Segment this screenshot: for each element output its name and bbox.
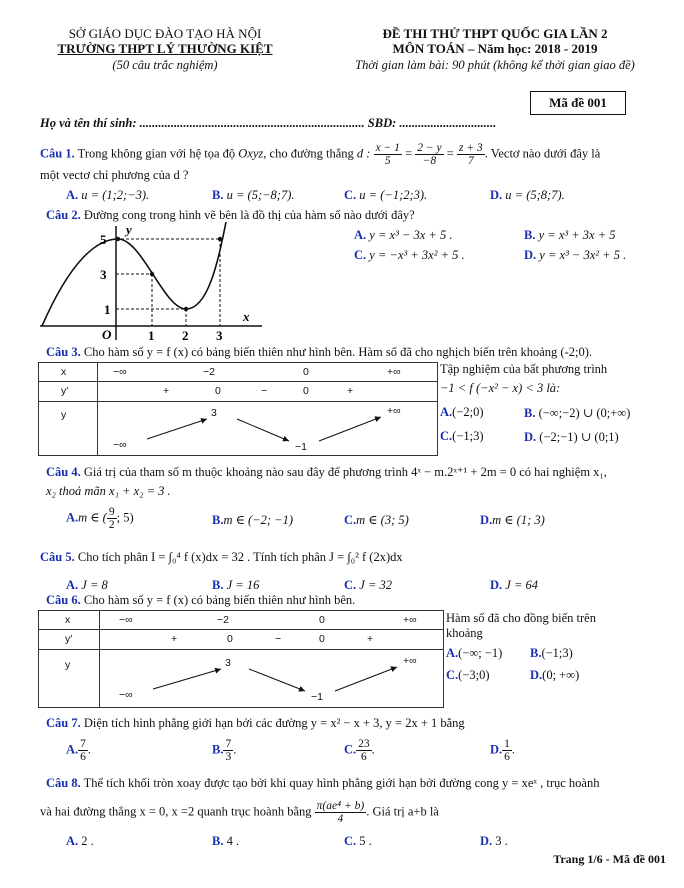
q8-option-a[interactable]: A. 2 . — [66, 834, 94, 848]
q1-oxyz: Oxyz — [238, 146, 264, 161]
y-axis-label: y — [126, 222, 132, 237]
question-1: Câu 1. Trong không gian với hệ tọa độ Oxyz, cho đường thẳng d : $\frac{x - 1}{5}$ = $\frac{2 - y}{-8}$ = $\frac{z + 3}{7}$ . Vectơ nào dưới đây là — [40, 142, 601, 167]
q7-option-d[interactable]: D. $\frac{1}{6}$ . — [490, 738, 516, 763]
q1-option-c[interactable]: C. u = (−1;2;3). — [344, 188, 428, 202]
q6-arrows — [39, 611, 443, 707]
school-name: TRƯỜNG THPT LÝ THƯỜNG KIỆT — [57, 41, 273, 56]
q1-option-a[interactable]: A. u = (1;2;−3). — [66, 188, 150, 202]
q3-side-text-1: Tập nghiệm của bất phương trình — [440, 362, 608, 376]
ytick-1: 1 — [104, 302, 111, 317]
q1-text-c: . Vectơ nào dưới đây là — [484, 146, 601, 161]
question-2: Câu 2. Đường cong trong hình vẽ bên là đồ thị của hàm số nào dưới đây? — [46, 208, 415, 222]
q1-line2: một vectơ chỉ phương của d ? — [40, 168, 189, 182]
q6-sign-1: + — [171, 633, 178, 645]
q3-zero-1: 0 — [215, 385, 221, 397]
candidate-name-line: Họ và tên thí sinh: ........................................................................ SBD: ............................... — [40, 116, 497, 130]
question-5: Câu 5. Cho tích phân I = ∫₀⁴ f (x)dx = 32 . Tính tích phân J = ∫₀² f (2x)dx — [40, 550, 403, 564]
q1-fraction-2: $\frac{2 - y}{-8}$ — [417, 142, 442, 167]
q6-option-b[interactable]: B.(−1;3) — [530, 646, 573, 660]
q1-option-b[interactable]: B. u = (5;−8;7). — [212, 188, 295, 202]
q7-b-frac: $\frac{7}{3}$ — [225, 738, 232, 763]
q1-fraction-3: $\frac{z + 3}{7}$ — [458, 142, 483, 167]
q8-option-b[interactable]: B. 4 . — [212, 834, 240, 848]
q1-text-b: , cho đường thẳng — [263, 146, 357, 161]
q3-sign-1: + — [163, 385, 170, 397]
x-axis-label: x — [243, 309, 250, 324]
question-7: Câu 7. Diện tích hình phẳng giới hạn bởi các đường y = x² − x + 3, y = 2x + 1 bằng — [46, 716, 465, 730]
q3-y-posinf: +∞ — [387, 405, 401, 417]
q3-side-text-2: −1 < f (−x² − x) < 3 là: — [440, 381, 561, 395]
q8-line2: và hai đường thẳng x = 0, x =2 quanh trục hoành bằng $\frac{\text{π(ae⁴ + b)}}{4}$ . Giá trị a+b là — [40, 800, 439, 825]
origin-label: O — [102, 327, 112, 342]
q6-zero-2: 0 — [319, 633, 325, 645]
cubic-graph — [40, 222, 270, 344]
q6-x-0: 0 — [319, 614, 325, 626]
q5-option-b[interactable]: B. J = 16 — [212, 578, 260, 592]
q3-y-label: y — [61, 409, 67, 421]
exam-code-box: Mã đề 001 — [530, 91, 626, 115]
question-4: Câu 4. Giá trị của tham số m thuộc khoảng nào sau đây để phương trình 4ˣ − m.2ˣ⁺¹ + 2m = 0 có hai nghiệm x₁, — [46, 465, 607, 479]
q8-fraction: $\frac{\text{π(ae⁴ + b)}}{4}$ — [316, 800, 365, 825]
q2-option-b[interactable]: B. y = x³ + 3x + 5 — [524, 228, 616, 242]
point-2-1 — [184, 307, 188, 311]
q3-y-min: −1 — [295, 441, 307, 453]
q3-yp-label: y′ — [61, 385, 69, 397]
q4-a-fraction: $\frac{9}{2}$ — [108, 506, 115, 531]
q2-option-d[interactable]: D. y = x³ − 3x² + 5 . — [524, 248, 627, 262]
q6-sign-2: − — [275, 633, 282, 645]
q7-a-frac: $\frac{7}{6}$ — [80, 738, 86, 763]
question-count: (50 câu trắc nghiệm) — [112, 58, 218, 72]
q3-zero-2: 0 — [303, 385, 309, 397]
q3-option-b[interactable]: B. (−∞;−2) ∪ (0;+∞) — [524, 406, 631, 420]
q5-option-a[interactable]: A. J = 8 — [66, 578, 108, 592]
q3-arrows — [39, 363, 437, 455]
q3-x-0: 0 — [303, 366, 309, 378]
xtick-1: 1 — [148, 328, 155, 343]
ytick-3: 3 — [100, 267, 107, 282]
point-3-5 — [218, 237, 222, 241]
q4-option-b[interactable]: B.m ∈ (−2; −1) — [212, 513, 293, 527]
q7-option-c[interactable]: C. $\frac{23}{6}$ . — [344, 738, 375, 763]
q1-fraction-1: $\frac{x - 1}{5}$ — [375, 142, 400, 167]
q7-option-b[interactable]: B. $\frac{7}{3}$ . — [212, 738, 237, 763]
q4-option-d[interactable]: D.m ∈ (1; 3) — [480, 513, 545, 527]
q8-option-d[interactable]: D. 3 . — [480, 834, 508, 848]
q6-option-d[interactable]: D.(0; +∞) — [530, 668, 580, 682]
q3-option-d[interactable]: D. (−2;−1) ∪ (0;1) — [524, 430, 619, 444]
q6-variation-table — [38, 610, 444, 708]
exam-title: ĐỀ THI THỬ THPT QUỐC GIA LẦN 2 — [382, 26, 608, 41]
q3-x-neginf: −∞ — [113, 366, 127, 378]
q7-option-a[interactable]: A. $\frac{7}{6}$ . — [66, 738, 92, 763]
q1-option-d[interactable]: D. u = (5;8;7). — [490, 188, 565, 202]
q6-option-c[interactable]: C.(−3;0) — [446, 668, 490, 682]
q6-x-posinf: +∞ — [403, 614, 417, 626]
page-footer: Trang 1/6 - Mã đề 001 — [553, 852, 666, 866]
q6-x-neginf: −∞ — [119, 614, 133, 626]
q1-label: Câu 1. — [40, 146, 75, 161]
q6-x-label: x — [65, 614, 71, 626]
q6-y-max: 3 — [225, 657, 231, 669]
q4-option-c[interactable]: C.m ∈ (3; 5) — [344, 513, 409, 527]
q2-option-a[interactable]: A. y = x³ − 3x + 5 . — [354, 228, 453, 242]
q3-x-label: x — [61, 366, 67, 378]
q6-zero-1: 0 — [227, 633, 233, 645]
exam-subject: MÔN TOÁN – Năm học: 2018 - 2019 — [392, 41, 598, 56]
question-3: Câu 3. Cho hàm số y = f (x) có bảng biến thiên như hình bên. Hàm số đã cho nghịch biến trên khoảng (-2;0). — [46, 345, 593, 359]
q3-y-max: 3 — [211, 407, 217, 419]
point-1-3 — [150, 272, 154, 276]
q6-side-text-1: Hàm số đã cho đồng biến trên — [446, 611, 596, 625]
q3-x-posinf: +∞ — [387, 366, 401, 378]
q4-line2: x₂ thoả mãn x₁ + x₂ = 3 . — [46, 484, 171, 498]
q5-option-d[interactable]: D. J = 64 — [490, 578, 539, 592]
ytick-5: 5 — [100, 232, 107, 247]
q6-y-label: y — [65, 659, 71, 671]
q3-sign-3: + — [347, 385, 354, 397]
q7-d-frac: $\frac{1}{6}$ — [504, 738, 510, 763]
exam-time: Thời gian làm bài: 90 phút (không kể thời gian giao đề) — [355, 58, 635, 72]
q6-y-neginf: −∞ — [119, 689, 133, 701]
q8-option-c[interactable]: C. 5 . — [344, 834, 372, 848]
q6-side-text-2: khoảng — [446, 626, 483, 640]
xtick-3: 3 — [216, 328, 223, 343]
q4-option-a[interactable]: A.m ∈ ( $\frac{9}{2}$ ; 5) — [66, 506, 134, 531]
q1-text-a: Trong không gian với hệ tọa độ — [74, 146, 239, 161]
q3-variation-table — [38, 362, 438, 456]
q3-sign-2: − — [261, 385, 268, 397]
q6-x-minus2: −2 — [217, 614, 229, 626]
q6-option-a[interactable]: A.(−∞; −1) — [446, 646, 503, 660]
q6-y-posinf: +∞ — [403, 655, 417, 667]
q3-y-neginf: −∞ — [113, 439, 127, 451]
q1-d: d : — [356, 146, 371, 161]
point-0-5 — [116, 237, 120, 241]
q5-option-c[interactable]: C. J = 32 — [344, 578, 393, 592]
q3-x-minus2: −2 — [203, 366, 215, 378]
question-8: Câu 8. Thể tích khối tròn xoay được tạo bởi khi quay hình phẳng giới hạn bởi đường cong y = xeˣ , trục hoành — [46, 776, 600, 790]
q7-c-frac: $\frac{23}{6}$ — [358, 738, 370, 763]
q6-y-min: −1 — [311, 691, 323, 703]
xtick-2: 2 — [182, 328, 189, 343]
q6-sign-3: + — [367, 633, 374, 645]
q3-option-a[interactable]: A.(−2;0) — [440, 405, 484, 419]
dept-name: SỞ GIÁO DỤC ĐÀO TẠO HÀ NỘI — [68, 26, 262, 41]
q2-option-c[interactable]: C. y = −x³ + 3x² + 5 . — [354, 248, 465, 262]
question-6: Câu 6. Cho hàm số y = f (x) có bảng biến thiên như hình bên. — [46, 593, 356, 607]
q3-option-c[interactable]: C.(−1;3) — [440, 429, 484, 443]
q6-yp-label: y′ — [65, 633, 73, 645]
